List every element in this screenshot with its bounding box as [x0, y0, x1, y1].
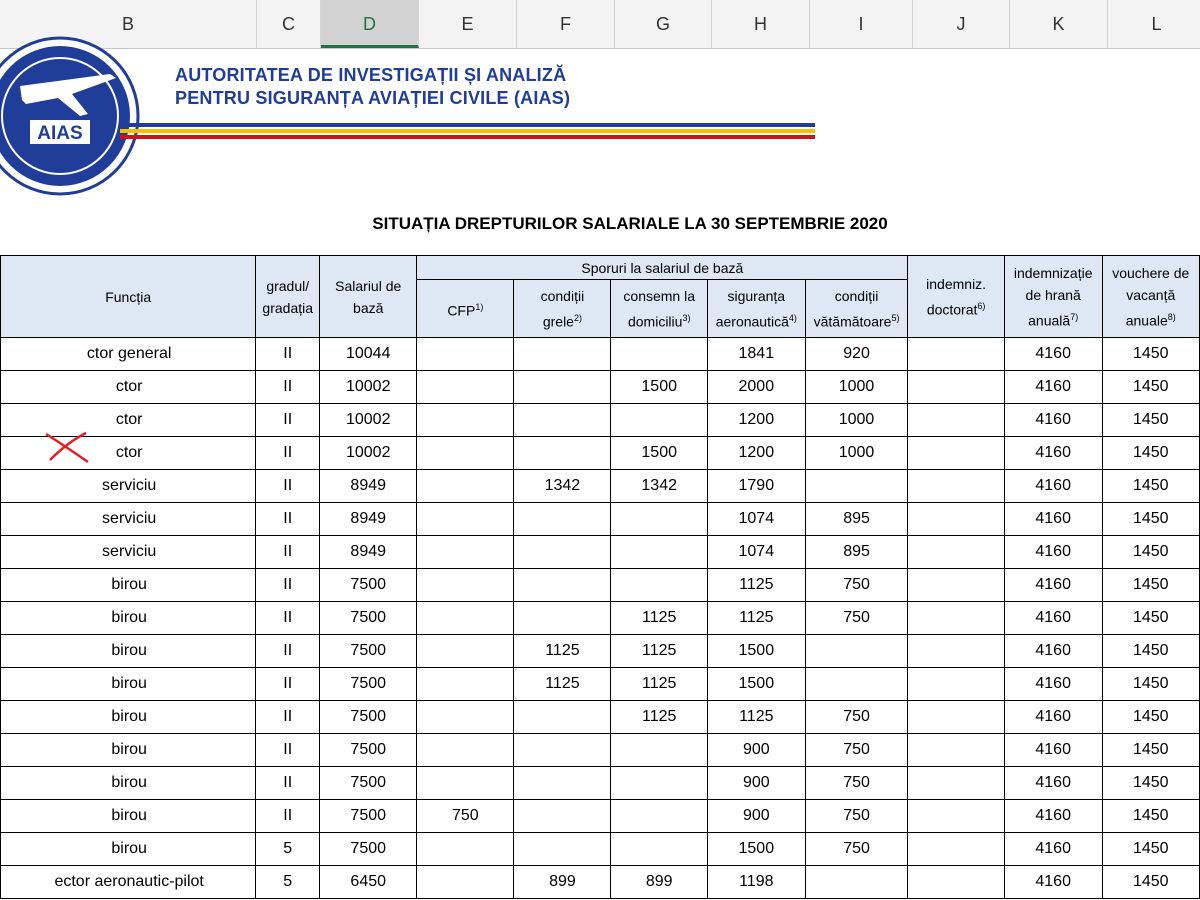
table-cell[interactable]: ctor — [1, 404, 256, 437]
table-cell[interactable]: 4160 — [1004, 734, 1102, 767]
table-cell[interactable]: II — [256, 668, 320, 701]
table-cell[interactable]: 1500 — [611, 437, 707, 470]
column-header-f[interactable]: F — [517, 0, 615, 48]
table-row — [1, 767, 1200, 800]
table-cell[interactable]: 4160 — [1004, 866, 1102, 899]
table-row — [1, 536, 1200, 569]
table-cell[interactable] — [514, 338, 611, 371]
table-cell[interactable]: 895 — [805, 536, 908, 569]
table-cell[interactable]: 899 — [514, 866, 611, 899]
table-cell[interactable]: 899 — [611, 866, 707, 899]
table-cell[interactable]: 750 — [417, 800, 514, 833]
table-cell[interactable]: 10002 — [320, 404, 417, 437]
table-cell[interactable]: 1000 — [805, 371, 908, 404]
table-cell[interactable]: birou — [1, 569, 256, 602]
table-cell[interactable]: 10002 — [320, 371, 417, 404]
table-row — [1, 404, 1200, 437]
table-cell[interactable]: 1450 — [1102, 734, 1199, 767]
table-cell[interactable]: 1841 — [707, 338, 805, 371]
table-cell[interactable]: 1450 — [1102, 404, 1199, 437]
table-cell[interactable] — [908, 437, 1004, 470]
table-cell[interactable]: 7500 — [320, 701, 417, 734]
table-body — [1, 338, 1200, 899]
header-cfp: CFP$^{1)}$ — [417, 280, 514, 338]
table-cell[interactable]: 4160 — [1004, 602, 1102, 635]
table-cell[interactable] — [611, 503, 707, 536]
header-gradul: gradul/ gradația — [256, 256, 320, 338]
table-cell[interactable]: 1125 — [707, 569, 805, 602]
table-row — [1, 833, 1200, 866]
table-cell[interactable]: 920 — [805, 338, 908, 371]
table-cell[interactable]: 7500 — [320, 635, 417, 668]
table-cell[interactable] — [417, 536, 514, 569]
table-cell[interactable]: 6450 — [320, 866, 417, 899]
table-cell[interactable] — [514, 833, 611, 866]
table-cell[interactable]: birou — [1, 734, 256, 767]
table-cell[interactable]: II — [256, 437, 320, 470]
table-cell[interactable]: ctor — [1, 371, 256, 404]
logo-text: AIAS — [37, 123, 83, 144]
table-cell[interactable]: 1500 — [707, 635, 805, 668]
table-cell[interactable]: 4160 — [1004, 470, 1102, 503]
table-cell[interactable] — [908, 569, 1004, 602]
table-cell[interactable]: II — [256, 767, 320, 800]
table-cell[interactable]: serviciu — [1, 503, 256, 536]
table-cell[interactable]: 895 — [805, 503, 908, 536]
table-cell[interactable] — [908, 503, 1004, 536]
table-cell[interactable]: 4160 — [1004, 338, 1102, 371]
table-cell[interactable]: II — [256, 635, 320, 668]
table-cell[interactable]: 1198 — [707, 866, 805, 899]
table-cell[interactable]: birou — [1, 602, 256, 635]
table-cell[interactable]: 4160 — [1004, 833, 1102, 866]
table-cell[interactable] — [908, 833, 1004, 866]
table-cell[interactable]: birou — [1, 701, 256, 734]
table-cell[interactable]: birou — [1, 767, 256, 800]
org-name-line2: PENTRU SIGURANȚA AVIAȚIEI CIVILE (AIAS) — [175, 88, 571, 108]
table-cell[interactable] — [417, 602, 514, 635]
table-row — [1, 701, 1200, 734]
header-hrana: indemnizație de hrană anuală$^{7)}$ — [1004, 256, 1102, 338]
table-cell[interactable]: II — [256, 569, 320, 602]
table-cell[interactable] — [611, 767, 707, 800]
table-row — [1, 470, 1200, 503]
red-x-mark-icon — [42, 430, 92, 466]
table-row — [1, 800, 1200, 833]
header-salariul: Salariul de bază — [320, 256, 417, 338]
table-cell[interactable]: 7500 — [320, 734, 417, 767]
table-cell[interactable]: 10044 — [320, 338, 417, 371]
table-cell[interactable]: 1450 — [1102, 800, 1199, 833]
table-cell[interactable] — [514, 734, 611, 767]
header-consemn: consemn la domiciliu$^{3)}$ — [611, 280, 707, 338]
table-cell[interactable]: 1450 — [1102, 503, 1199, 536]
table-cell[interactable]: 7500 — [320, 602, 417, 635]
table-cell[interactable] — [514, 371, 611, 404]
table-cell[interactable]: 1500 — [707, 833, 805, 866]
table-cell[interactable] — [514, 437, 611, 470]
column-header-l[interactable]: L — [1108, 0, 1200, 48]
table-cell[interactable]: 900 — [707, 767, 805, 800]
table-cell[interactable] — [514, 503, 611, 536]
table-cell[interactable]: 1125 — [514, 668, 611, 701]
table-cell[interactable]: 4160 — [1004, 503, 1102, 536]
table-cell[interactable]: 1125 — [611, 602, 707, 635]
table-cell[interactable] — [611, 734, 707, 767]
table-row — [1, 437, 1200, 470]
salary-table — [0, 255, 1200, 899]
table-cell[interactable]: 1200 — [707, 404, 805, 437]
org-name-line1: AUTORITATEA DE INVESTIGAȚII ȘI ANALIZĂ — [175, 65, 567, 85]
table-cell[interactable]: 1450 — [1102, 602, 1199, 635]
table-cell[interactable]: 8949 — [320, 470, 417, 503]
table-cell[interactable]: II — [256, 734, 320, 767]
table-cell[interactable]: 1125 — [611, 701, 707, 734]
table-cell[interactable]: II — [256, 371, 320, 404]
table-cell[interactable] — [611, 569, 707, 602]
table-cell[interactable]: II — [256, 404, 320, 437]
table-cell[interactable] — [805, 470, 908, 503]
table-cell[interactable]: 1074 — [707, 503, 805, 536]
column-header-c[interactable]: C — [257, 0, 321, 48]
table-cell[interactable]: II — [256, 800, 320, 833]
table-row — [1, 602, 1200, 635]
table-cell[interactable] — [805, 668, 908, 701]
table-cell[interactable]: 1450 — [1102, 536, 1199, 569]
table-cell[interactable]: ctor — [1, 437, 256, 470]
table-cell[interactable]: 4160 — [1004, 404, 1102, 437]
table-row — [1, 734, 1200, 767]
table-cell[interactable]: 1125 — [707, 602, 805, 635]
table-cell[interactable]: 7500 — [320, 569, 417, 602]
table-cell[interactable]: 4160 — [1004, 635, 1102, 668]
table-cell[interactable] — [417, 833, 514, 866]
column-header-g[interactable]: G — [615, 0, 712, 48]
table-cell[interactable]: 1450 — [1102, 866, 1199, 899]
table-cell[interactable] — [611, 800, 707, 833]
table-cell[interactable]: II — [256, 536, 320, 569]
table-cell[interactable]: 1450 — [1102, 437, 1199, 470]
table-cell[interactable]: 750 — [805, 602, 908, 635]
table-cell[interactable]: II — [256, 602, 320, 635]
table-cell[interactable]: 1125 — [611, 635, 707, 668]
column-header-b[interactable]: B — [0, 0, 257, 48]
column-header-d[interactable]: D — [321, 0, 419, 48]
table-cell[interactable]: 10002 — [320, 437, 417, 470]
column-header-j[interactable]: J — [913, 0, 1010, 48]
table-cell[interactable]: 1790 — [707, 470, 805, 503]
header-functia: Funcția — [1, 256, 256, 338]
table-cell[interactable] — [611, 833, 707, 866]
table-cell[interactable]: 1450 — [1102, 338, 1199, 371]
table-cell[interactable] — [908, 470, 1004, 503]
table-cell[interactable] — [417, 701, 514, 734]
table-row — [1, 866, 1200, 899]
table-cell[interactable]: 750 — [805, 701, 908, 734]
table-cell[interactable] — [908, 371, 1004, 404]
table-cell[interactable]: 1450 — [1102, 767, 1199, 800]
table-cell[interactable] — [908, 701, 1004, 734]
table-cell[interactable] — [514, 767, 611, 800]
table-row — [1, 338, 1200, 371]
table-cell[interactable] — [908, 800, 1004, 833]
table-cell[interactable] — [611, 536, 707, 569]
column-header-bar — [0, 0, 1200, 49]
header-vouchere: vouchere de vacanță anuale$^{8)}$ — [1102, 256, 1199, 338]
table-cell[interactable] — [417, 437, 514, 470]
table-cell[interactable] — [417, 668, 514, 701]
table-cell[interactable]: 1000 — [805, 404, 908, 437]
table-cell[interactable] — [805, 866, 908, 899]
table-cell[interactable] — [908, 866, 1004, 899]
table-cell[interactable] — [514, 602, 611, 635]
table-cell[interactable]: 1500 — [707, 668, 805, 701]
column-header-h[interactable]: H — [712, 0, 810, 48]
column-header-k[interactable]: K — [1010, 0, 1108, 48]
table-cell[interactable]: 1450 — [1102, 371, 1199, 404]
column-header-i[interactable]: I — [810, 0, 913, 48]
table-cell[interactable]: II — [256, 338, 320, 371]
table-cell[interactable]: 1450 — [1102, 833, 1199, 866]
table-cell[interactable]: 4160 — [1004, 536, 1102, 569]
table-cell[interactable]: 900 — [707, 734, 805, 767]
table-cell[interactable]: 1342 — [514, 470, 611, 503]
table-cell[interactable]: 7500 — [320, 767, 417, 800]
table-cell[interactable]: 2000 — [707, 371, 805, 404]
table-cell[interactable] — [514, 404, 611, 437]
table-cell[interactable] — [805, 635, 908, 668]
table-cell[interactable]: birou — [1, 635, 256, 668]
table-row — [1, 668, 1200, 701]
table-cell[interactable] — [514, 536, 611, 569]
table-cell[interactable]: 1074 — [707, 536, 805, 569]
table-row — [1, 503, 1200, 536]
table-row — [1, 371, 1200, 404]
table-cell[interactable] — [908, 734, 1004, 767]
header-sporuri: Sporuri la salariul de bază — [417, 256, 908, 280]
table-cell[interactable]: serviciu — [1, 536, 256, 569]
table-cell[interactable] — [417, 404, 514, 437]
header-doctorat: indemniz. doctorat$^{6)}$ — [908, 256, 1004, 338]
header-conditii-grele: condiții grele$^{2)}$ — [514, 280, 611, 338]
table-cell[interactable] — [417, 635, 514, 668]
table-cell[interactable]: 4160 — [1004, 371, 1102, 404]
table-cell[interactable] — [908, 404, 1004, 437]
table-cell[interactable] — [514, 701, 611, 734]
table-cell[interactable] — [908, 767, 1004, 800]
table-cell[interactable]: 750 — [805, 833, 908, 866]
table-cell[interactable] — [611, 338, 707, 371]
table-cell[interactable]: birou — [1, 833, 256, 866]
table-cell[interactable]: 4160 — [1004, 668, 1102, 701]
table-cell[interactable]: serviciu — [1, 470, 256, 503]
table-cell[interactable]: 1450 — [1102, 470, 1199, 503]
tricolor-stripes — [120, 123, 815, 145]
table-cell[interactable]: 1450 — [1102, 701, 1199, 734]
table-cell[interactable]: 7500 — [320, 668, 417, 701]
header-vatamatoare: condiții vătămătoare$^{5)}$ — [805, 280, 908, 338]
column-header-e[interactable]: E — [419, 0, 517, 48]
table-cell[interactable]: ctor general — [1, 338, 256, 371]
table-cell[interactable] — [908, 338, 1004, 371]
table-cell[interactable]: 4160 — [1004, 569, 1102, 602]
document-title: SITUAȚIA DREPTURILOR SALARIALE LA 30 SEPTEMBRIE 2020 — [372, 214, 888, 233]
table-cell[interactable] — [908, 668, 1004, 701]
table-cell[interactable] — [417, 338, 514, 371]
table-cell[interactable]: 4160 — [1004, 800, 1102, 833]
table-cell[interactable]: 1125 — [514, 635, 611, 668]
table-cell[interactable] — [908, 536, 1004, 569]
table-cell[interactable]: 750 — [805, 800, 908, 833]
table-cell[interactable] — [514, 569, 611, 602]
table-cell[interactable]: II — [256, 503, 320, 536]
table-cell[interactable]: 1500 — [611, 371, 707, 404]
table-cell[interactable] — [417, 470, 514, 503]
table-cell[interactable]: 7500 — [320, 833, 417, 866]
table-row — [1, 569, 1200, 602]
table-cell[interactable]: 1125 — [707, 701, 805, 734]
table-cell[interactable]: 1450 — [1102, 569, 1199, 602]
table-cell[interactable] — [611, 404, 707, 437]
table-row — [1, 635, 1200, 668]
svg-text:★: ★ — [118, 109, 129, 123]
table-cell[interactable]: ector aeronautic-pilot — [1, 866, 256, 899]
table-cell[interactable] — [514, 800, 611, 833]
table-cell[interactable] — [417, 734, 514, 767]
table-cell[interactable] — [417, 569, 514, 602]
table-cell[interactable] — [417, 503, 514, 536]
table-cell[interactable]: 7500 — [320, 800, 417, 833]
table-cell[interactable]: 750 — [805, 734, 908, 767]
table-cell[interactable]: 900 — [707, 800, 805, 833]
table-cell[interactable]: II — [256, 701, 320, 734]
table-cell[interactable] — [908, 602, 1004, 635]
table-cell[interactable]: II — [256, 470, 320, 503]
table-cell[interactable]: 8949 — [320, 503, 417, 536]
table-cell[interactable]: 1342 — [611, 470, 707, 503]
header-siguranta: siguranța aeronautică$^{4)}$ — [707, 280, 805, 338]
table-cell[interactable]: 1125 — [611, 668, 707, 701]
table-cell[interactable]: 750 — [805, 767, 908, 800]
table-cell[interactable] — [417, 767, 514, 800]
table-cell[interactable]: 4160 — [1004, 767, 1102, 800]
table-cell[interactable]: 1450 — [1102, 668, 1199, 701]
table-cell[interactable]: 5 — [256, 833, 320, 866]
table-cell[interactable]: 1000 — [805, 437, 908, 470]
aias-logo — [0, 36, 160, 196]
table-cell[interactable]: 1450 — [1102, 635, 1199, 668]
table-cell[interactable]: 4160 — [1004, 437, 1102, 470]
table-cell[interactable]: 1200 — [707, 437, 805, 470]
table-cell[interactable] — [417, 371, 514, 404]
table-cell[interactable]: 750 — [805, 569, 908, 602]
table-cell[interactable]: 5 — [256, 866, 320, 899]
table-cell[interactable]: birou — [1, 800, 256, 833]
table-cell[interactable] — [417, 866, 514, 899]
table-cell[interactable]: 8949 — [320, 536, 417, 569]
table-cell[interactable]: birou — [1, 668, 256, 701]
table-cell[interactable] — [908, 635, 1004, 668]
table-cell[interactable]: 4160 — [1004, 701, 1102, 734]
